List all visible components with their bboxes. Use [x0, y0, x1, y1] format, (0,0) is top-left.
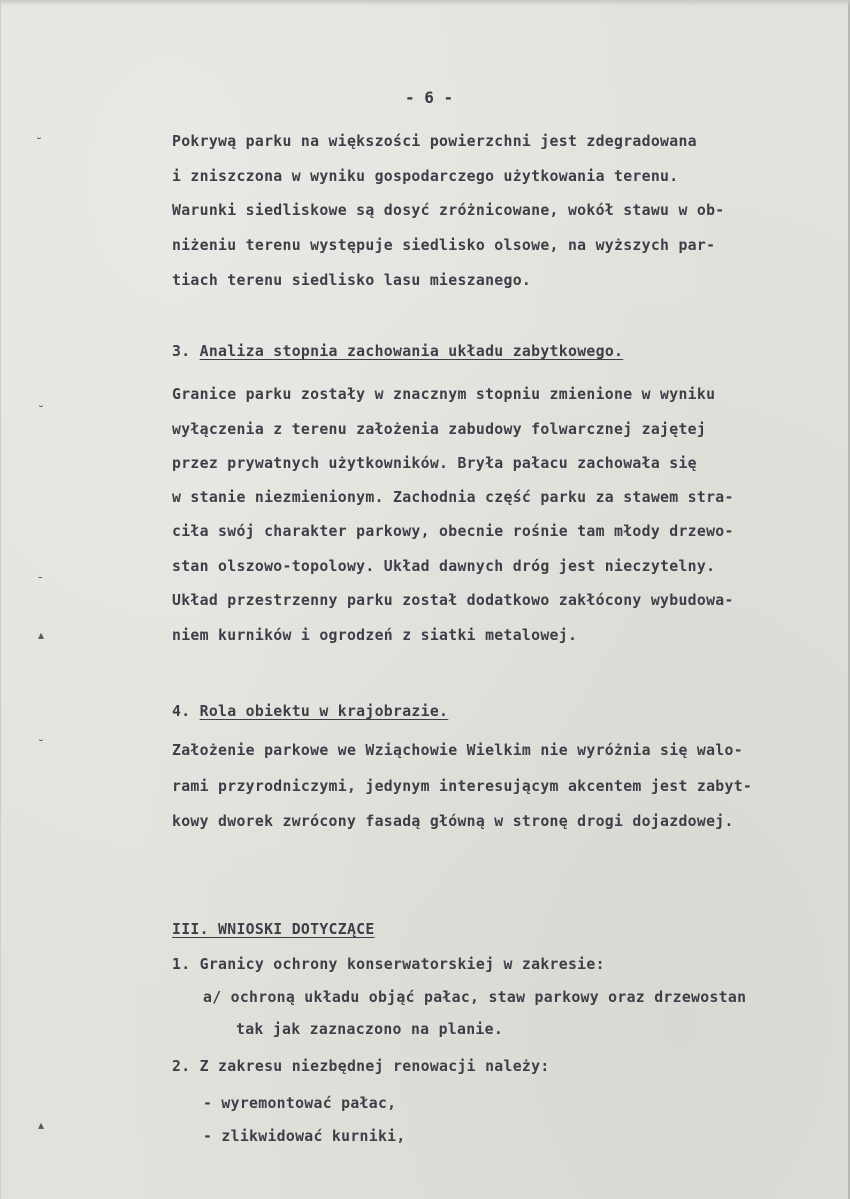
section-heading-4 [172, 702, 448, 722]
margin-mark: ˘ [38, 404, 44, 418]
margin-mark: ▴ [38, 1118, 45, 1132]
paragraph-line: tiach terenu siedlisko lasu mieszanego. [172, 272, 532, 289]
conclusion-bullet: - zlikwidować kurniki, [203, 1128, 406, 1145]
conclusion-subitem-a-continued: tak jak zaznaczono na planie. [236, 1021, 504, 1038]
paragraph-line: niżeniu terenu występuje siedlisko olsowe, na wyższych par- [172, 237, 716, 254]
margin-mark: ▴ [38, 628, 45, 642]
chapter-title: III. WNIOSKI DOTYCZĄCE [172, 921, 375, 938]
paragraph-line: niem kurników i ogrodzeń z siatki metalowej. [172, 627, 578, 644]
section-number: 4. [172, 703, 191, 720]
section-title: Rola obiektu w krajobrazie. [199, 703, 449, 720]
chapter-heading [172, 920, 375, 940]
paragraph-line: stan olszowo-topolowy. Układ dawnych dróg jest nieczytelny. [172, 558, 716, 575]
paragraph-line: wyłączenia z terenu założenia zabudowy folwarcznej zajętej [172, 421, 707, 438]
section-title: Analiza stopnia zachowania układu zabytkowego. [199, 343, 624, 360]
paragraph-line: ciła swój charakter parkowy, obecnie rośnie tam młody drzewo- [172, 523, 734, 540]
paragraph-line: kowy dworek zwrócony fasadą główną w stronę drogi dojazdowej. [172, 813, 734, 830]
paragraph-line: przez prywatnych użytkowników. Bryła pałacu zachowała się [172, 455, 697, 472]
conclusion-item-2: 2. Z zakresu niezbędnej renowacji należy: [172, 1058, 550, 1075]
paragraph-line: Warunki siedliskowe są dosyć zróżnicowane, wokół stawu w ob- [172, 202, 725, 219]
margin-mark: - [38, 570, 43, 584]
conclusion-subitem-a: a/ ochroną układu objąć pałac, staw parkowy oraz drzewostan [203, 989, 747, 1006]
paragraph-line: Pokrywą parku na większości powierzchni jest zdegradowana [172, 133, 697, 150]
margin-mark: ˘ [36, 136, 42, 150]
section-number: 3. [172, 343, 191, 360]
paragraph-line: w stanie niezmienionym. Zachodnia część parku za stawem stra- [172, 489, 734, 506]
paragraph-line: i zniszczona w wyniku gospodarczego użytkowania terenu. [172, 168, 679, 185]
paragraph-line: rami przyrodniczymi, jedynym interesującym akcentem jest zabyt- [172, 778, 753, 795]
section-heading-3 [172, 342, 623, 362]
paragraph-line: Układ przestrzenny parku został dodatkowo zakłócony wybudowa- [172, 592, 734, 609]
conclusion-item-1: 1. Granicy ochrony konserwatorskiej w zakresie: [172, 956, 605, 973]
page-number: - 6 - [405, 88, 454, 107]
paragraph-line: Założenie parkowe we Wziąchowie Wielkim nie wyróżnia się walo- [172, 742, 743, 759]
margin-mark: ˘ [38, 738, 44, 752]
paragraph-line: Granice parku zostały w znacznym stopniu zmienione w wyniku [172, 386, 716, 403]
conclusion-bullet: - wyremontować pałac, [203, 1095, 397, 1112]
